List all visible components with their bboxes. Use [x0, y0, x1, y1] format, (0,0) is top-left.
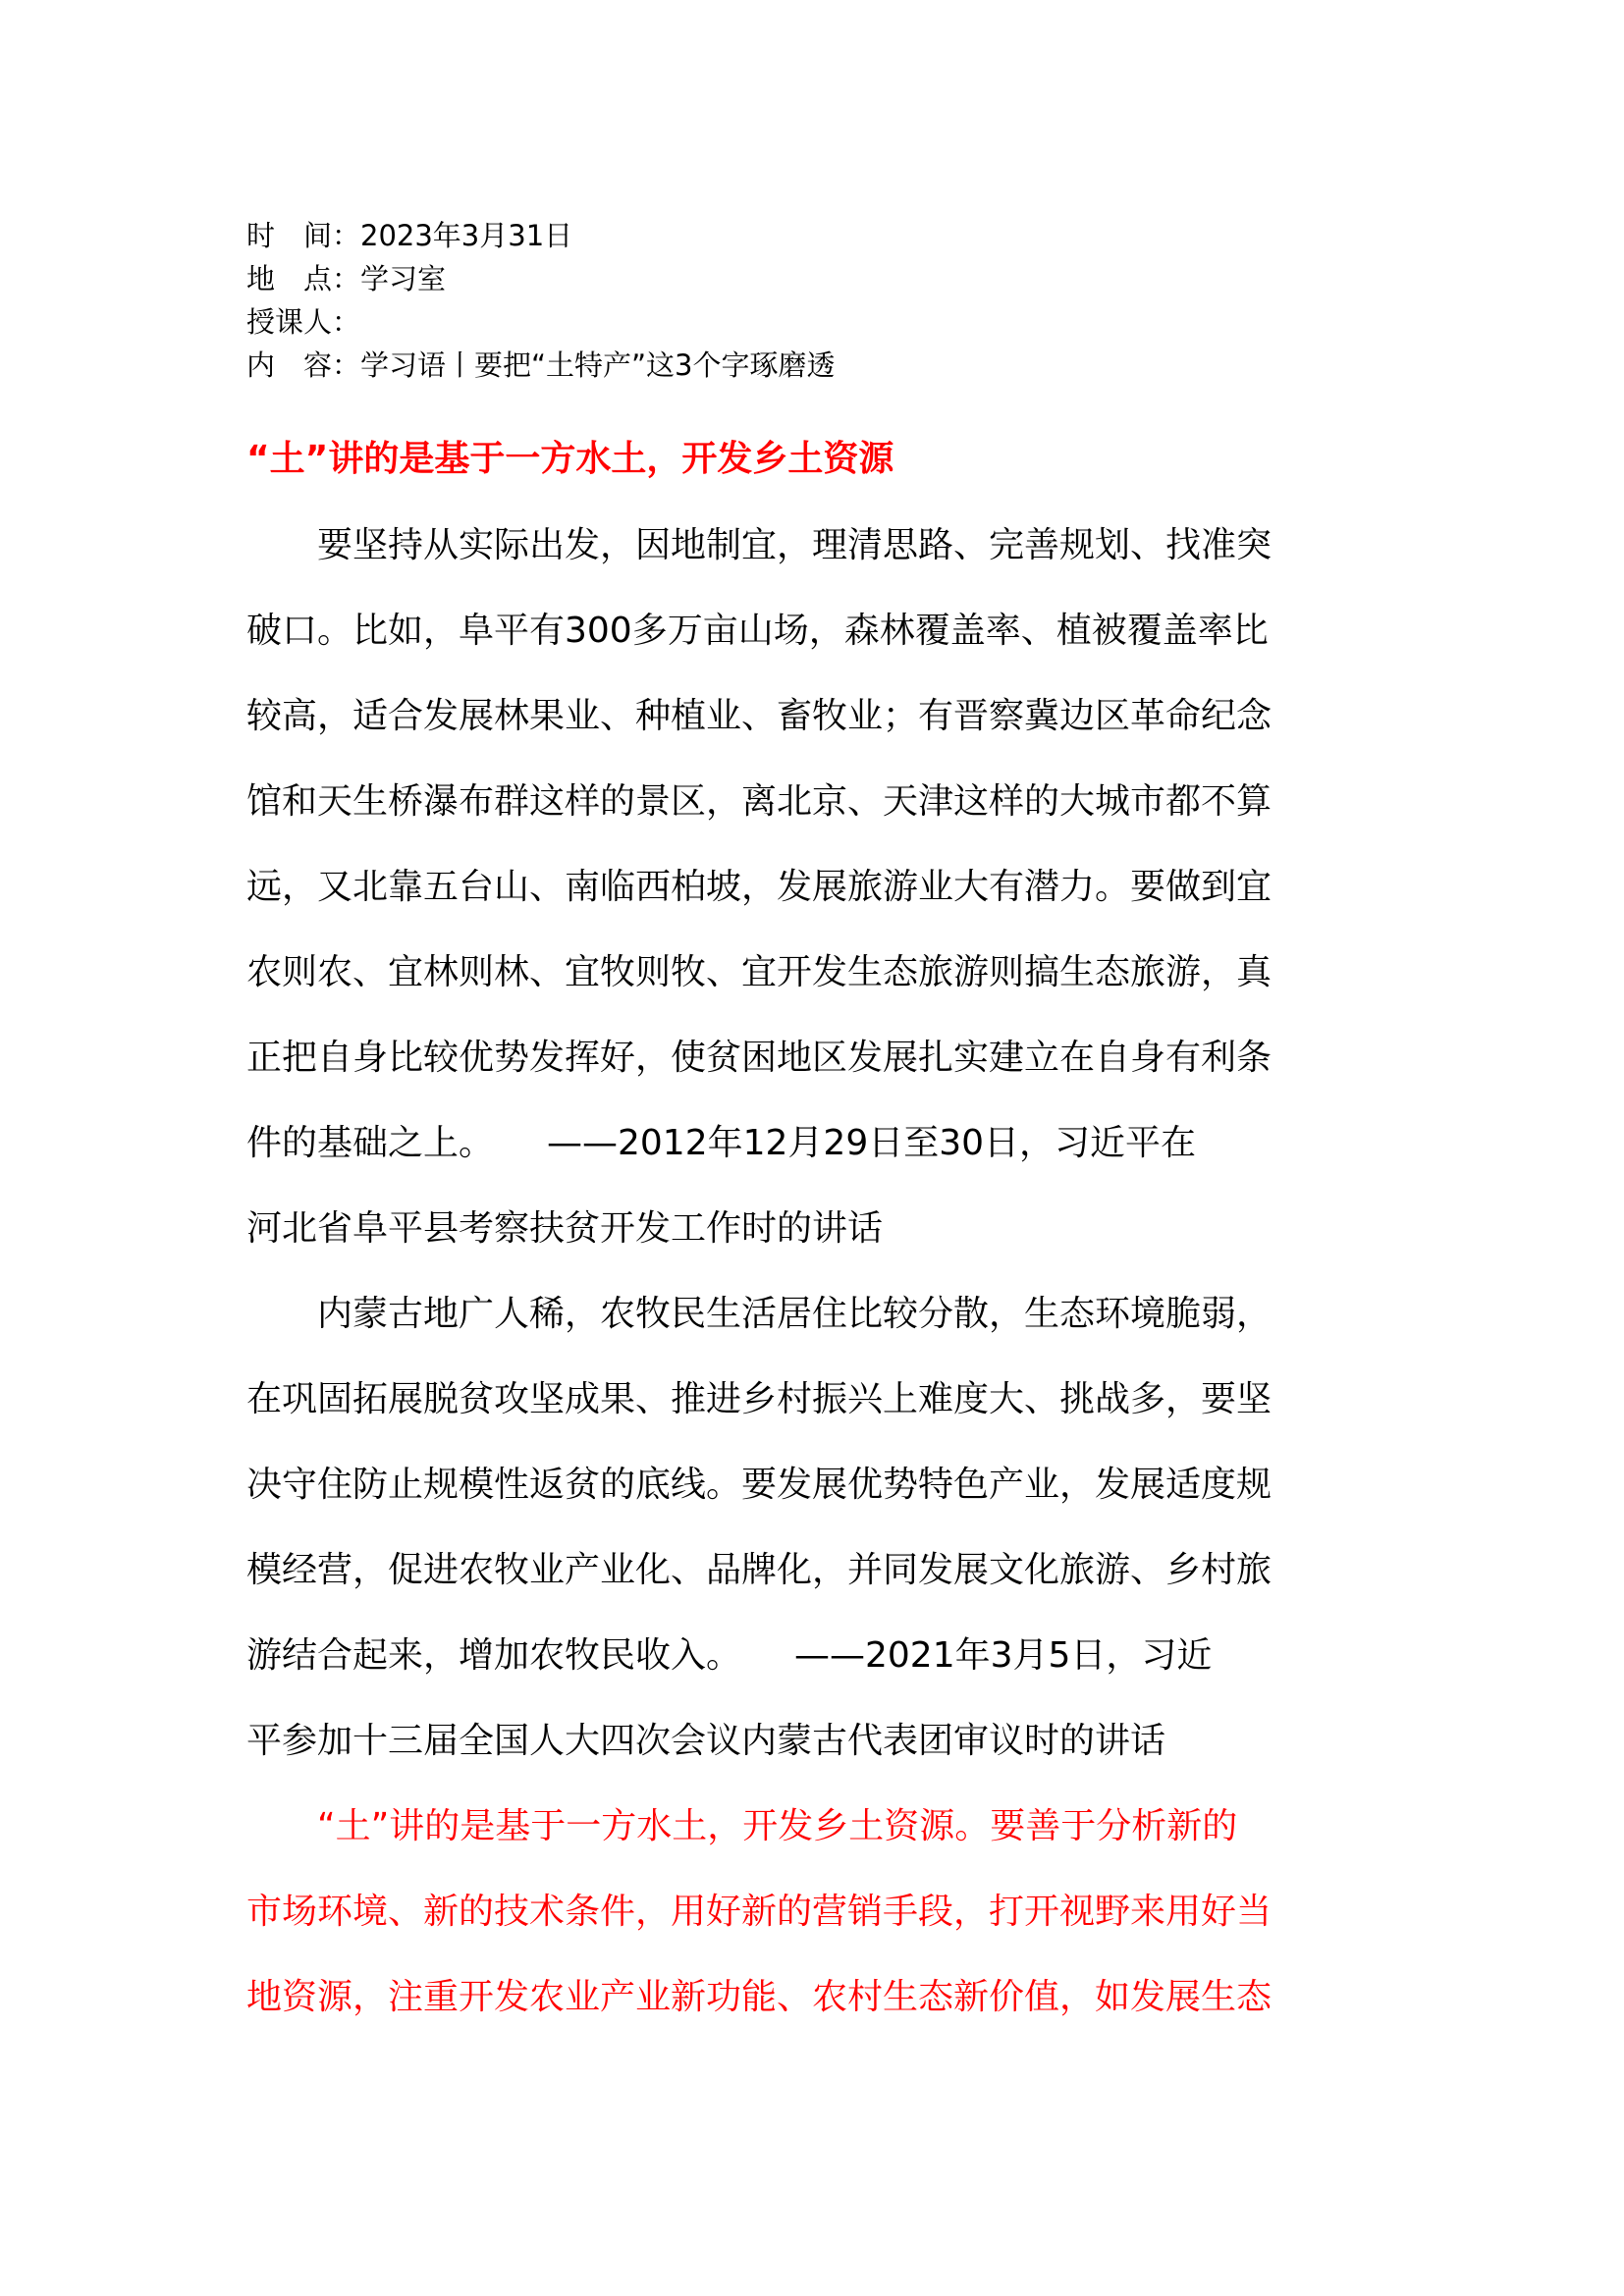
text-line: 要坚持从实际出发，因地制宜，理清思路、完善规划、找准突 [246, 525, 1272, 565]
text-line: 在巩固拓展脱贫攻坚成果、推进乡村振兴上难度大、挑战多，要坚 [246, 1379, 1272, 1419]
text-line: 决守住防止规模性返贫的底线。要发展优势特色产业，发展适度规 [246, 1465, 1272, 1505]
text-line: 馆和天生桥瀑布群这样的景区，离北京、天津这样的大城市都不算 [246, 781, 1272, 822]
section-heading: “土”讲的是基于一方水土，开发乡土资源 [246, 439, 894, 479]
lecturer-line: 授课人： [246, 305, 361, 339]
text-line: 破口。比如，阜平有300多万亩山场，森林覆盖率、植被覆盖率比 [246, 611, 1269, 651]
text-line: 内蒙古地广人稀，农牧民生活居住比较分散，生态环境脆弱， [246, 1294, 1272, 1334]
text-line: 农则农、宜林则林、宜牧则牧、宜开发生态旅游则搞生态旅游，真 [246, 952, 1272, 992]
text-line: 较高，适合发展林果业、种植业、畜牧业；有晋察冀边区革命纪念 [246, 696, 1272, 736]
time-line: 时 间：2023年3月31日 [246, 219, 573, 252]
text-line: “土”讲的是基于一方水土，开发乡土资源。要善于分析新的 [246, 1806, 1238, 1846]
text-line: 平参加十三届全国人大四次会议内蒙古代表团审议时的讲话 [246, 1721, 1166, 1761]
text-line: 远，又北靠五台山、南临西柏坡，发展旅游业大有潜力。要做到宜 [246, 867, 1272, 907]
paragraph-inner-mongolia [246, 1271, 1376, 1784]
place-line: 地 点：学习室 [246, 262, 447, 295]
text-line: 件的基础之上。 ——2012年12月29日至30日，习近平在 [246, 1123, 1197, 1163]
text-line: 游结合起来，增加农牧民收入。 ——2021年3月5日，习近 [246, 1635, 1213, 1676]
paragraph-highlight [246, 1784, 1376, 2040]
text-line: 市场环境、新的技术条件，用好新的营销手段，打开视野来用好当 [246, 1892, 1272, 1932]
paragraph-fuping [246, 503, 1376, 1271]
content-line: 内 容：学习语丨要把“土特产”这3个字琢磨透 [246, 348, 836, 382]
text-line: 模经营，促进农牧业产业化、品牌化，并同发展文化旅游、乡村旅 [246, 1550, 1272, 1590]
text-line: 河北省阜平县考察扶贫开发工作时的讲话 [246, 1208, 884, 1249]
text-line: 地资源，注重开发农业产业新功能、农村生态新价值，如发展生态 [246, 1977, 1272, 2017]
text-line: 正把自身比较优势发挥好，使贫困地区发展扎实建立在自身有利条 [246, 1038, 1272, 1078]
lesson-info [246, 214, 1376, 387]
